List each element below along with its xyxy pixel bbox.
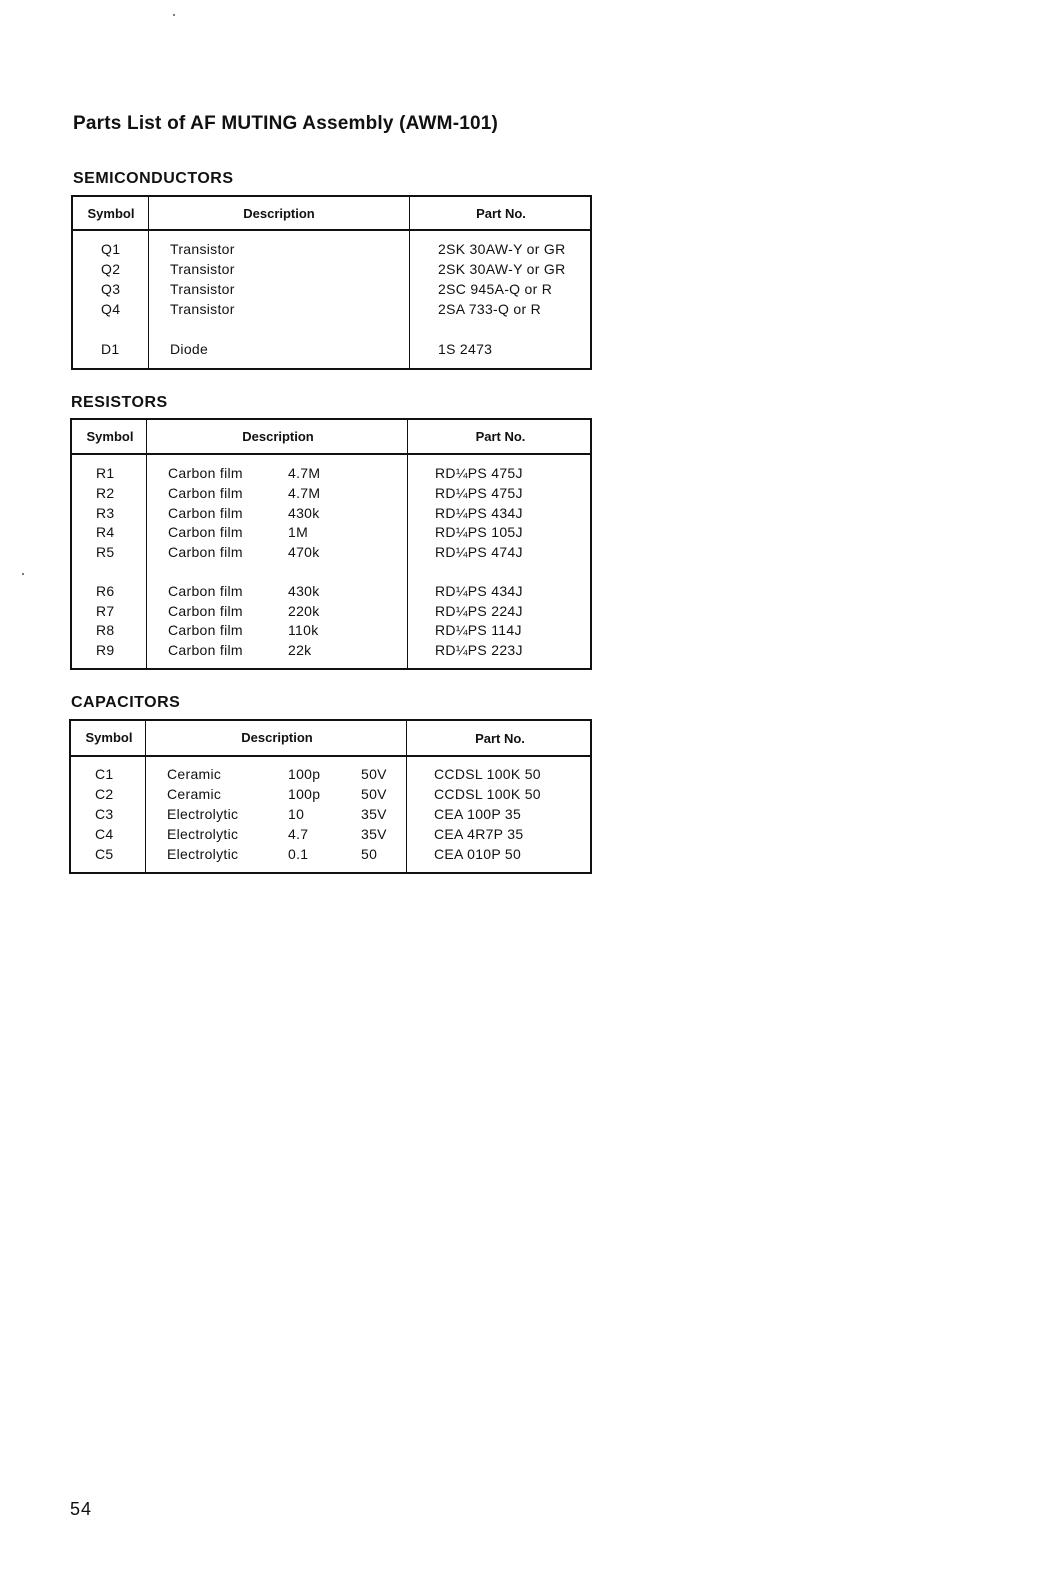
description-cell: Carbon film bbox=[168, 505, 243, 521]
symbol-cell: R1 bbox=[96, 465, 115, 481]
capacitors-heading: CAPACITORS bbox=[71, 694, 181, 711]
description-cell: Carbon film bbox=[168, 544, 243, 560]
part-number-cell: RD¼PS 434J bbox=[435, 583, 523, 599]
symbol-cell: R7 bbox=[96, 603, 115, 619]
header-description: Description bbox=[243, 206, 315, 221]
value-cell: 4.7 bbox=[288, 826, 309, 842]
value-cell: 0.1 bbox=[288, 846, 309, 862]
symbol-cell: C4 bbox=[95, 826, 114, 842]
voltage-cell: 50 bbox=[361, 846, 378, 862]
header-symbol: Symbol bbox=[87, 206, 135, 221]
symbol-cell: Q2 bbox=[101, 261, 121, 277]
semiconductors-heading: SEMICONDUCTORS bbox=[73, 170, 234, 187]
part-number-cell: 1S 2473 bbox=[438, 341, 493, 357]
value-cell: 100p bbox=[288, 786, 321, 802]
symbol-cell: R9 bbox=[96, 642, 115, 658]
header-symbol: Symbol bbox=[85, 730, 133, 745]
capacitors-table bbox=[69, 719, 592, 874]
part-number-cell: RD¼PS 474J bbox=[435, 544, 523, 560]
symbol-cell: C2 bbox=[95, 786, 114, 802]
part-number-cell: CEA 010P 50 bbox=[434, 846, 522, 862]
header-symbol: Symbol bbox=[86, 429, 134, 444]
symbol-cell: Q4 bbox=[101, 301, 121, 317]
value-cell: 10 bbox=[288, 806, 305, 822]
description-cell: Transistor bbox=[170, 241, 235, 257]
part-number-cell: RD¼PS 224J bbox=[435, 603, 523, 619]
description-cell: Carbon film bbox=[168, 583, 243, 599]
description-cell: Transistor bbox=[170, 301, 235, 317]
description-cell: Electrolytic bbox=[167, 806, 239, 822]
part-number-cell: RD¼PS 223J bbox=[435, 642, 523, 658]
symbol-cell: D1 bbox=[101, 341, 120, 357]
part-number-cell: CCDSL 100K 50 bbox=[434, 766, 541, 782]
header-part-no: Part No. bbox=[475, 429, 526, 444]
part-number-cell: 2SK 30AW-Y or GR bbox=[438, 241, 566, 257]
value-cell: 110k bbox=[288, 622, 319, 638]
voltage-cell: 35V bbox=[361, 826, 387, 842]
part-number-cell: CCDSL 100K 50 bbox=[434, 786, 541, 802]
voltage-cell: 50V bbox=[361, 766, 387, 782]
symbol-cell: C1 bbox=[95, 766, 114, 782]
symbol-cell: R5 bbox=[96, 544, 115, 560]
symbol-cell: R3 bbox=[96, 505, 115, 521]
part-number-cell: RD¼PS 105J bbox=[435, 524, 523, 540]
value-cell: 220k bbox=[288, 603, 320, 619]
description-cell: Ceramic bbox=[167, 766, 222, 782]
voltage-cell: 35V bbox=[361, 806, 387, 822]
description-cell: Carbon film bbox=[168, 485, 243, 501]
value-cell: 22k bbox=[288, 642, 312, 658]
resistors-table bbox=[70, 418, 592, 670]
value-cell: 100p bbox=[288, 766, 321, 782]
description-cell: Transistor bbox=[170, 281, 235, 297]
symbol-cell: R6 bbox=[96, 583, 115, 599]
description-cell: Ceramic bbox=[167, 786, 222, 802]
part-number-cell: 2SC 945A-Q or R bbox=[438, 281, 553, 297]
part-number-cell: RD¼PS 114J bbox=[435, 622, 522, 638]
symbol-cell: Q1 bbox=[101, 241, 121, 257]
page-number: 54 bbox=[70, 1499, 93, 1519]
description-cell: Carbon film bbox=[168, 465, 243, 481]
value-cell: 1M bbox=[288, 524, 309, 540]
value-cell: 430k bbox=[288, 505, 320, 521]
scan-speck bbox=[22, 573, 24, 575]
part-number-cell: 2SA 733-Q or R bbox=[438, 301, 542, 317]
value-cell: 4.7M bbox=[288, 465, 321, 481]
header-part-no: Part No. bbox=[476, 206, 526, 221]
description-cell: Diode bbox=[170, 341, 209, 357]
semiconductors-table bbox=[71, 195, 592, 370]
symbol-cell: C5 bbox=[95, 846, 114, 862]
part-number-cell: RD¼PS 475J bbox=[435, 485, 523, 501]
description-cell: Carbon film bbox=[168, 642, 243, 658]
symbol-cell: R4 bbox=[96, 524, 115, 540]
part-number-cell: RD¼PS 434J bbox=[435, 505, 523, 521]
symbol-cell: Q3 bbox=[101, 281, 121, 297]
description-cell: Carbon film bbox=[168, 524, 243, 540]
part-number-cell: RD¼PS 475J bbox=[435, 465, 523, 481]
header-part-no: Part No. bbox=[475, 731, 525, 746]
symbol-cell: R2 bbox=[96, 485, 115, 501]
symbol-cell: R8 bbox=[96, 622, 115, 638]
page-title: Parts List of AF MUTING Assembly (AWM-101) bbox=[73, 113, 499, 134]
description-cell: Carbon film bbox=[168, 603, 243, 619]
description-cell: Transistor bbox=[170, 261, 235, 277]
description-cell: Electrolytic bbox=[167, 826, 239, 842]
value-cell: 4.7M bbox=[288, 485, 321, 501]
value-cell: 430k bbox=[288, 583, 320, 599]
resistors-heading: RESISTORS bbox=[71, 394, 168, 411]
part-number-cell: 2SK 30AW-Y or GR bbox=[438, 261, 566, 277]
description-cell: Electrolytic bbox=[167, 846, 239, 862]
header-description: Description bbox=[242, 429, 314, 444]
scan-speck bbox=[173, 14, 175, 16]
header-description: Description bbox=[241, 730, 313, 745]
part-number-cell: CEA 100P 35 bbox=[434, 806, 522, 822]
value-cell: 470k bbox=[288, 544, 320, 560]
voltage-cell: 50V bbox=[361, 786, 387, 802]
description-cell: Carbon film bbox=[168, 622, 243, 638]
symbol-cell: C3 bbox=[95, 806, 114, 822]
part-number-cell: CEA 4R7P 35 bbox=[434, 826, 524, 842]
